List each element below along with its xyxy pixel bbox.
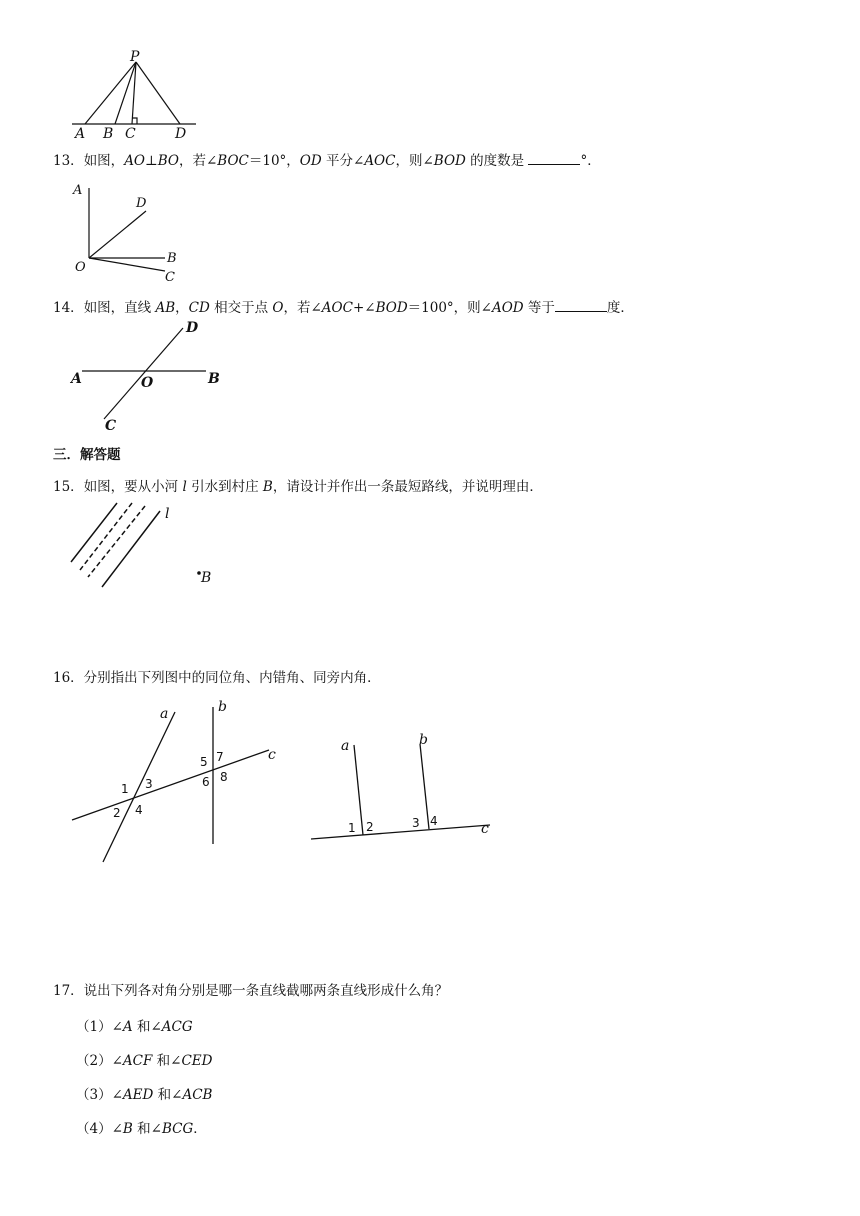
angle-2: 2 [366,820,374,834]
answer-blank-13[interactable] [528,151,580,165]
label-A: A [75,126,86,142]
label-D: D [136,196,147,211]
label-a: a [160,706,169,722]
section-title-answers: 三．解答题 [53,447,121,463]
question-15: 15．如图，要从小河 l 引水到村庄 B，请设计并作出一条最短路线，并说明理由． [53,479,543,495]
figure-q16-left [65,696,290,866]
angle-3: 3 [412,816,420,830]
figure-q15 [60,500,220,595]
label-B: B [201,570,212,586]
question-16: 16．分别指出下列图中的同位角、内错角、同旁内角． [53,670,381,686]
label-C: C [105,418,117,434]
label-P: P [130,49,140,65]
question-17: 17．说出下列各对角分别是哪一条直线截哪两条直线形成什么角？ [53,983,449,999]
label-D: D [175,126,187,142]
figure-q13 [68,178,188,286]
label-O: O [75,260,86,275]
label-A: A [71,371,82,387]
label-B: B [103,126,114,142]
question-13: 13．如图，AO⊥BO，若∠BOC＝10°，OD 平分∠AOC，则∠BOD 的度数是 °． [53,153,601,169]
q17-item-3: （3）∠AED 和∠ACB [76,1087,213,1103]
figure-q16-right [305,728,500,848]
label-c: c [481,821,489,837]
label-B: B [167,251,177,266]
label-A: A [73,183,83,198]
label-D: D [186,320,199,336]
angle-5: 5 [200,755,208,769]
question-14: 14．如图，直线 AB，CD 相交于点 O，若∠AOC+∠BOD＝100°，则∠AOD 等于 度． [53,300,634,316]
angle-3: 3 [145,777,153,791]
label-B: B [208,371,220,387]
angle-4: 4 [135,803,143,817]
label-l: l [165,506,170,522]
label-c: c [268,747,276,763]
figure-q14 [62,318,232,434]
q17-item-4: （4）∠B 和∠BCG． [76,1121,207,1137]
label-a: a [341,738,350,754]
label-C: C [125,126,136,142]
label-b: b [218,699,227,715]
q17-item-1: （1）∠A 和∠ACG [76,1019,193,1035]
label-O: O [141,375,154,391]
angle-1: 1 [348,821,356,835]
answer-blank-14[interactable] [555,298,607,312]
angle-2: 2 [113,806,121,820]
q17-item-2: （2）∠ACF 和∠CED [76,1053,213,1069]
figure-q12 [60,48,210,143]
angle-7: 7 [216,750,224,764]
angle-8: 8 [220,770,228,784]
label-C: C [165,270,175,285]
label-b: b [419,732,428,748]
angle-6: 6 [202,775,210,789]
angle-1: 1 [121,782,129,796]
angle-4: 4 [430,814,438,828]
